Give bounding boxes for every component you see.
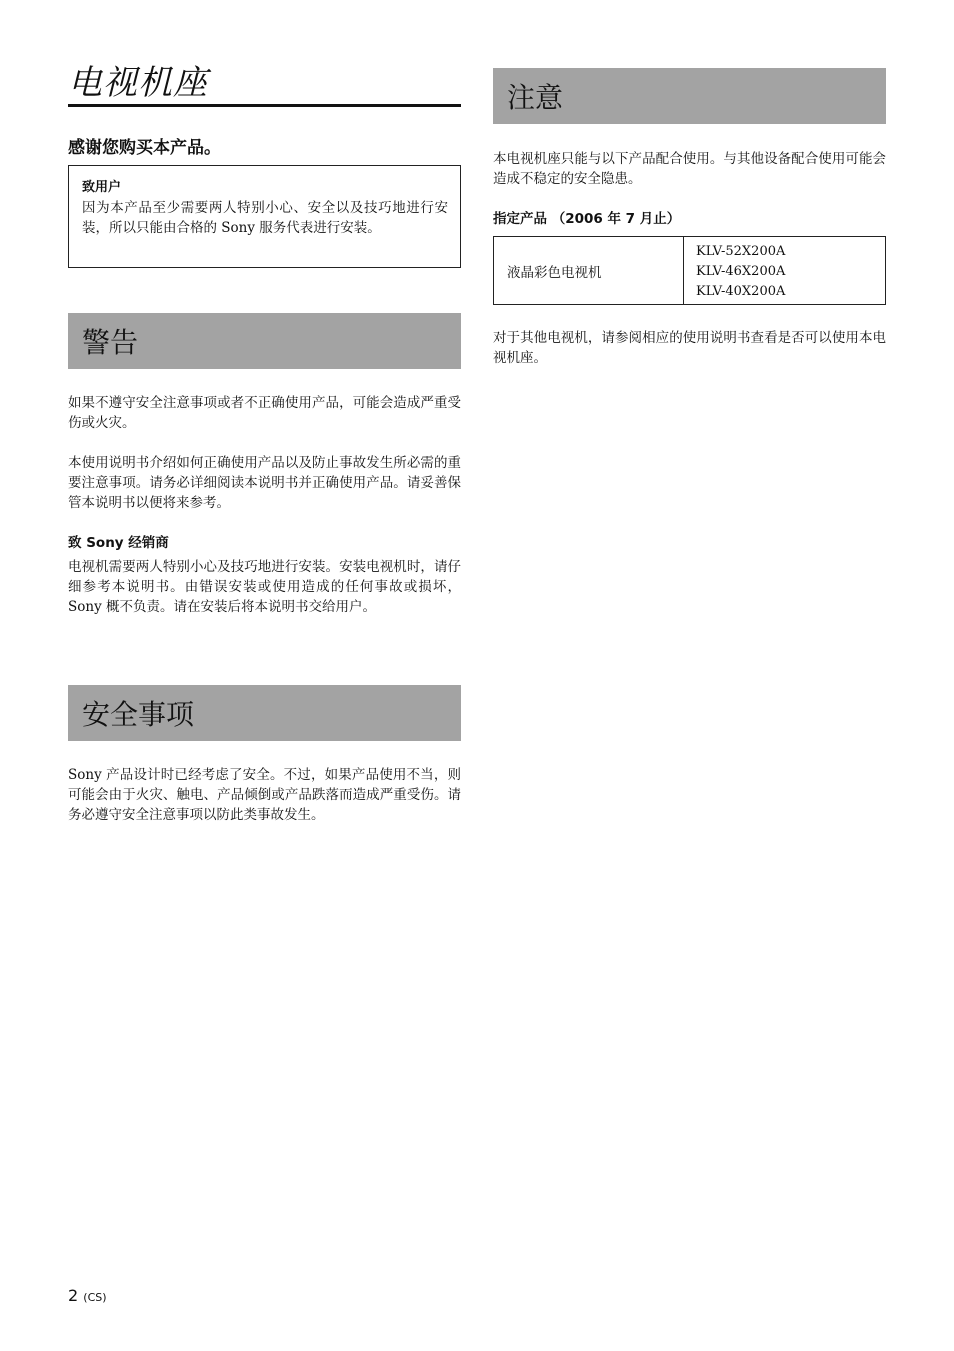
user-note-text: 因为本产品至少需要两人特别小心、安全以及技巧地进行安装，所以只能由合格的 Sony 服务代表进行安装。 <box>82 200 448 236</box>
model-item: KLV-52X200A <box>696 244 786 259</box>
safety-banner <box>68 685 461 741</box>
warning-title: 警告 <box>82 326 139 359</box>
warning-paragraph-1: 如果不遵守安全注意事项或者不正确使用产品，可能会造成严重受伤或火灾。 <box>68 395 461 431</box>
model-item: KLV-46X200A <box>696 264 786 279</box>
caution-paragraph-2: 对于其他电视机，请参阅相应的使用说明书查看是否可以使用本电视机座。 <box>493 330 886 366</box>
products-table <box>493 236 886 305</box>
safety-title: 安全事项 <box>82 698 195 731</box>
page-number: 2 <box>68 1286 79 1305</box>
product-models-cell <box>684 237 785 304</box>
page-title: 电视机座 <box>68 62 461 107</box>
caution-banner <box>493 68 886 124</box>
language-code: (CS) <box>83 1291 107 1304</box>
model-item: KLV-40X200A <box>696 284 786 299</box>
caution-paragraph-1: 本电视机座只能与以下产品配合使用。与其他设备配合使用可能会造成不稳定的安全隐患。 <box>493 151 886 187</box>
dealer-heading: 致 Sony 经销商 <box>68 535 169 551</box>
warning-paragraph-2: 本使用说明书介绍如何正确使用产品以及防止事故发生所必需的重要注意事项。请务必详细阅读本说明书并正确使用产品。请妥善保管本说明书以便将来参考。 <box>68 455 461 511</box>
warning-banner <box>68 313 461 369</box>
thanks-heading: 感谢您购买本产品。 <box>68 138 221 158</box>
caution-title: 注意 <box>507 81 564 114</box>
product-category-cell <box>494 237 684 304</box>
user-note-box <box>68 165 461 268</box>
product-category: 液晶彩色电视机 <box>507 264 602 281</box>
user-note-heading: 致用户 <box>82 180 122 195</box>
safety-text: Sony 产品设计时已经考虑了安全。不过，如果产品使用不当，则可能会由于火灾、触电、产品倾倒或产品跌落而造成严重受伤。请务必遵守安全注意事项以防此类事故发生。 <box>68 767 461 823</box>
dealer-text: 电视机需要两人特别小心及技巧地进行安装。安装电视机时，请仔细参考本说明书。由错误安装或使用造成的任何事故或损坏，Sony 概不负责。请在安装后将本说明书交给用户。 <box>68 559 461 615</box>
page-footer <box>68 1286 107 1305</box>
designated-products-heading: 指定产品 （2006 年 7 月止） <box>493 211 681 227</box>
